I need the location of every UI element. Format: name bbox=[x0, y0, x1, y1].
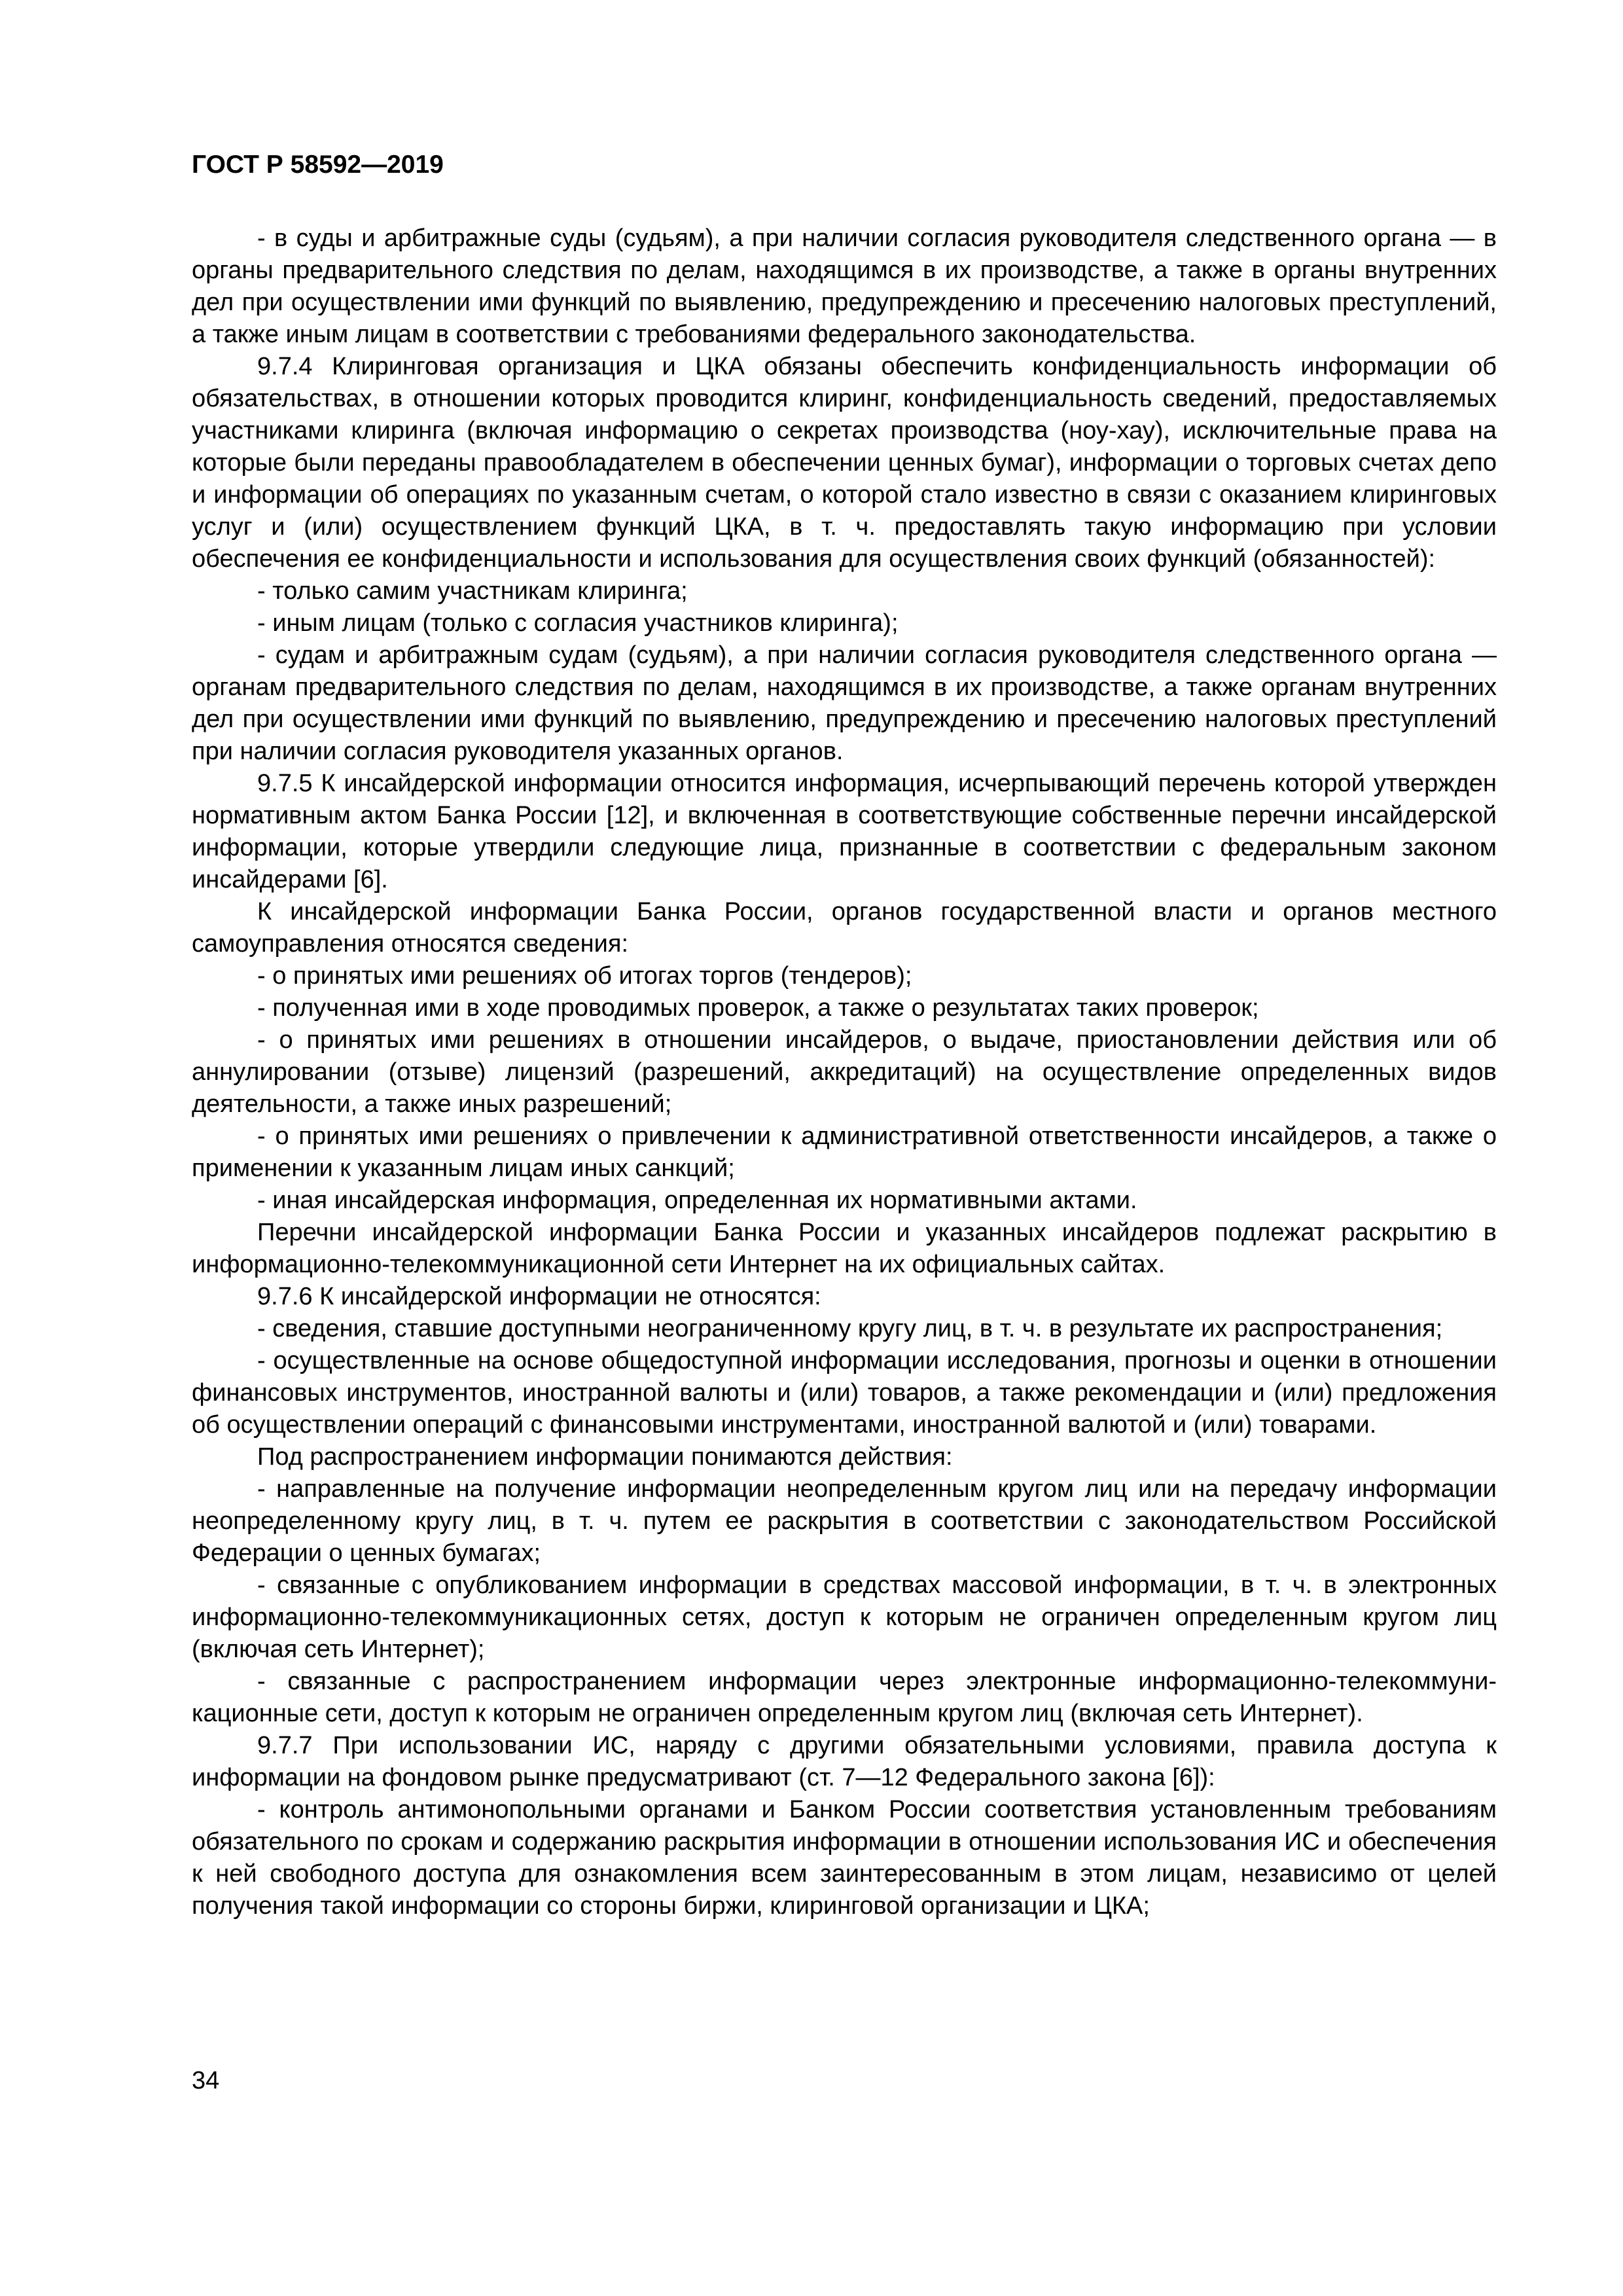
paragraph: - связанные с распространением информации через электронные информационно-телекоммуникационные сети, доступ к которым не ограничен определенным кругом лиц (включая сеть Интернет). bbox=[192, 1668, 1497, 1727]
paragraph: - сведения, ставшие доступными неограниченному кругу лиц, в т. ч. в результате их распространения; bbox=[257, 1315, 1443, 1342]
paragraph: Перечни инсайдерской информации Банка России и указанных инсайдеров подлежат раскрытию в информационно-телекоммуникационной сети Интернет на их официальных сайтах. bbox=[192, 1219, 1497, 1278]
paragraph: - только самим участникам клиринга; bbox=[257, 577, 688, 605]
paragraph: - направленные на получение информации неопределенным кругом лиц или на передачу информации неопределенному кругу лиц, в т. ч. путем ее раскрытия в соответствии с законодательством Российской Федерации о ценных бумагах; bbox=[192, 1475, 1497, 1567]
paragraph: - в суды и арбитражные суды (судьям), а при наличии согласия руководителя следственного органа — в органы предварительного следствия по делам, находящимся в их производстве, а также в органы внутренних дел при осуществлении ими функций по выявлению, предупреждению и пресечению налоговых преступлений, а также иным лицам в соответствии с требованиями федерального законодательства. bbox=[192, 224, 1497, 348]
page-footer bbox=[192, 2068, 219, 2093]
paragraph: - о принятых ими решениях об итогах торгов (тендеров); bbox=[257, 962, 912, 990]
standard-number: ГОСТ Р 58592—2019 bbox=[192, 151, 444, 179]
document-body bbox=[192, 223, 1497, 1922]
paragraph: - контроль антимонопольными органами и Банком России соответствия установленным требованиям обязательного по срокам и содержанию раскрытия информации в отношении использования ИС и обеспечения к ней свободного доступа для ознакомления всем заинтересованным в этом лицам, независимо от целей получения такой информации со стороны биржи, клиринговой организации и ЦКА; bbox=[192, 1796, 1497, 1920]
paragraph: - судам и арбитражным судам (судьям), а при наличии согласия руководителя следственного органа — органам предварительного следствия по делам, находящимся в их производстве, а также органам внутренних дел при осуществлении ими функций по выявлению, предупреждению и пресечению налоговых преступлений при наличии согласия руководителя указанных органов. bbox=[192, 641, 1497, 765]
paragraph: - о принятых ими решениях о привлечении к административной ответственности инсайдеров, а также о применении к указанным лицам иных санкций; bbox=[192, 1122, 1497, 1182]
page-number: 34 bbox=[192, 2067, 220, 2094]
paragraph: - полученная ими в ходе проводимых проверок, а также о результатах таких проверок; bbox=[257, 994, 1259, 1022]
paragraph: К инсайдерской информации Банка России, органов государственной власти и органов местного самоуправления относятся сведения: bbox=[192, 898, 1497, 958]
paragraph: 9.7.5 К инсайдерской информации относится информация, исчерпывающий перечень которой утвержден нормативным актом Банка России [12], и включенная в соответствующие собственные перечни инсайдерской информации, которые утвердили следующие лица, признанные в соответствии с федеральным законом инсайдерами [6]. bbox=[192, 770, 1497, 893]
paragraph: 9.7.6 К инсайдерской информации не относятся: bbox=[257, 1283, 821, 1310]
paragraph: 9.7.4 Клиринговая организация и ЦКА обязаны обеспечить конфиденциальность информации об обязательствах, в отношении которых проводится клиринг, конфиденциальность сведений, предоставляемых участниками клиринга (включая информацию о секретах производства (ноу-хау), исключительные права на которые были переданы правообладателем в обеспечении ценных бумаг), информации о торговых счетах депо и информации об операциях по указанным счетам, о которой стало известно в связи с оказанием клиринговых услуг и (или) осуществлением функций ЦКА, в т. ч. предоставлять такую информацию при условии обеспечения ее конфиденциальности и использования для осуществления своих функций (обязанностей): bbox=[192, 353, 1497, 573]
document-header bbox=[192, 152, 444, 177]
paragraph: - связанные с опубликованием информации в средствах массовой информации, в т. ч. в электронных информационно-телекоммуникационных сетях, доступ к которым не ограничен определенным кругом лиц (включая сеть Интернет); bbox=[192, 1571, 1497, 1663]
paragraph: 9.7.7 При использовании ИС, наряду с другими обязательными условиями, правила доступа к информации на фондовом рынке предусматривают (ст. 7—12 Федерального закона [6]): bbox=[192, 1732, 1497, 1791]
paragraph: - иная инсайдерская информация, определенная их нормативными актами. bbox=[257, 1187, 1137, 1214]
paragraph: - о принятых ими решениях в отношении инсайдеров, о выдаче, приостановлении действия или об аннулировании (отзыве) лицензий (разрешений, аккредитаций) на осуществление определенных видов деятельности, а также иных разрешений; bbox=[192, 1026, 1497, 1118]
paragraph: Под распространением информации понимаются действия: bbox=[257, 1443, 953, 1471]
paragraph: - осуществленные на основе общедоступной информации исследования, прогнозы и оценки в отношении финансовых инструментов, иностранной валюты и (или) товаров, а также рекомендации и (или) предложения об осуществлении операций с финансовыми инструментами, иностранной валютой и (или) товарами. bbox=[192, 1347, 1497, 1439]
paragraph: - иным лицам (только с согласия участников клиринга); bbox=[257, 609, 899, 637]
